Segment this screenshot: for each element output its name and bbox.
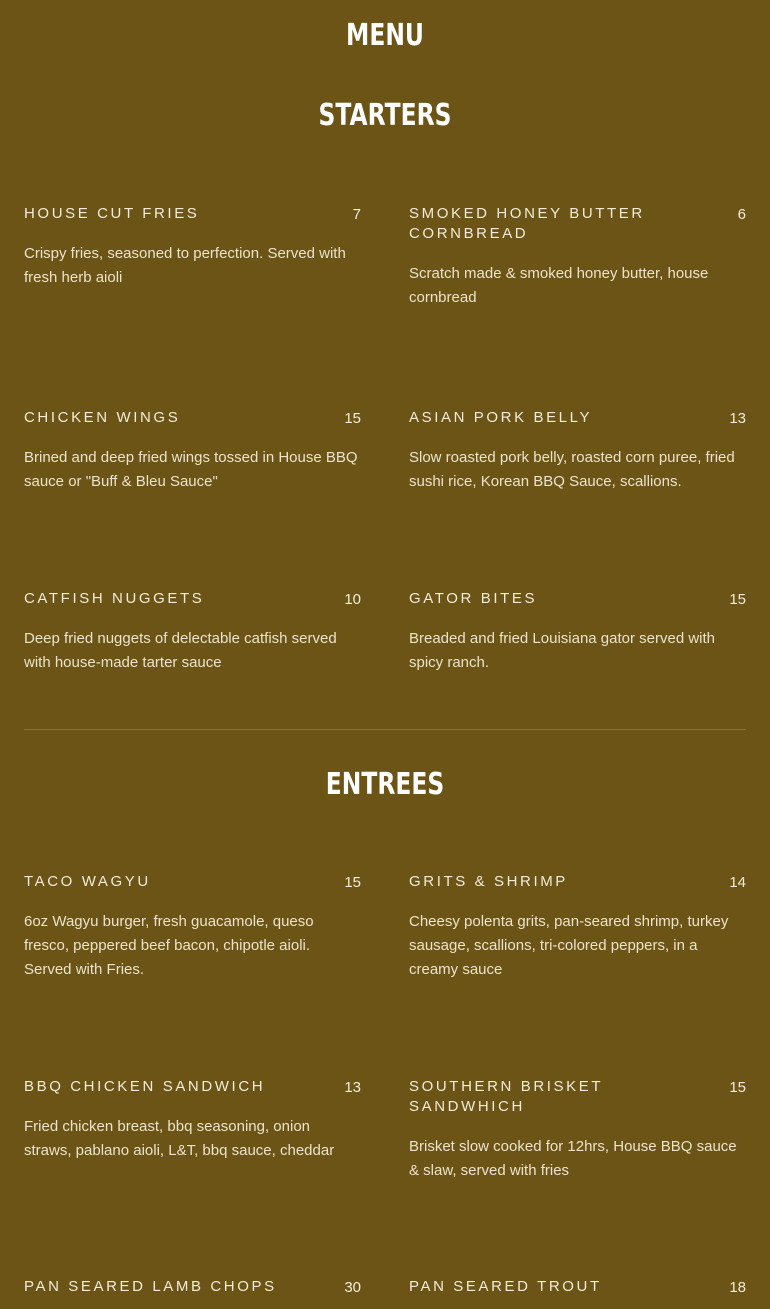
- menu-item: [409, 408, 746, 494]
- item-description: Brisket slow cooked for 12hrs, House BBQ sauce & slaw, served with fries: [409, 1138, 737, 1179]
- menu-item: [409, 204, 746, 310]
- item-name: ASIAN PORK BELLY: [409, 409, 593, 426]
- item-description: Deep fried nuggets of delectable catfish served with house-made tarter sauce: [24, 630, 337, 671]
- item-price: 30: [344, 1279, 361, 1296]
- menu-item: [24, 408, 361, 494]
- menu-item: [24, 1077, 361, 1163]
- item-name: CATFISH NUGGETS: [24, 590, 205, 607]
- item-name: HOUSE CUT FRIES: [24, 205, 200, 222]
- item-description: Breaded and fried Louisiana gator served with spicy ranch.: [409, 630, 716, 671]
- item-name: TACO WAGYU: [24, 873, 151, 890]
- item-name: PAN SEARED LAMB CHOPS: [24, 1278, 277, 1295]
- item-price: 7: [352, 206, 361, 223]
- item-name: CHICKEN WINGS: [24, 409, 181, 426]
- item-name: SMOKED HONEY BUTTER CORNBREAD: [409, 205, 645, 242]
- section-title-starters: STARTERS: [318, 98, 452, 133]
- item-price: 15: [344, 410, 361, 427]
- menu-item: [409, 1277, 746, 1309]
- item-name: BBQ CHICKEN SANDWICH: [24, 1078, 266, 1095]
- page-title: MENU: [346, 18, 424, 53]
- menu-item: [24, 872, 361, 982]
- item-price: 13: [729, 410, 746, 427]
- item-name: SOUTHERN BRISKET SANDWHICH: [409, 1078, 603, 1115]
- menu-item: [409, 1077, 746, 1183]
- item-description: Cheesy polenta grits, pan-seared shrimp, turkey sausage, scallions, tri-colored peppers, in a creamy sauce: [409, 913, 729, 978]
- item-name: GATOR BITES: [409, 590, 538, 607]
- item-price: 13: [344, 1079, 361, 1096]
- item-price: 18: [729, 1279, 746, 1296]
- item-price: 6: [737, 206, 746, 223]
- item-description: 6oz Wagyu burger, fresh guacamole, queso fresco, peppered beef bacon, chipotle aioli. Served with Fries.: [24, 913, 314, 978]
- item-price: 15: [344, 874, 361, 891]
- item-name: GRITS & SHRIMP: [409, 873, 568, 890]
- menu-item: [409, 589, 746, 675]
- item-price: 15: [729, 591, 746, 608]
- item-description: Slow roasted pork belly, roasted corn puree, fried sushi rice, Korean BBQ Sauce, scallions.: [409, 449, 735, 490]
- item-price: 15: [729, 1079, 746, 1096]
- section-divider: [24, 729, 746, 730]
- menu-item: [24, 1277, 361, 1309]
- item-description: Fried chicken breast, bbq seasoning, onion straws, pablano aioli, L&T, bbq sauce, cheddar: [24, 1118, 335, 1159]
- item-name: PAN SEARED TROUT: [409, 1278, 602, 1295]
- item-price: 10: [344, 591, 361, 608]
- menu-item: [24, 589, 361, 675]
- menu-item: [24, 204, 361, 290]
- item-description: Brined and deep fried wings tossed in House BBQ sauce or "Buff & Bleu Sauce": [24, 449, 358, 490]
- menu-item: [409, 872, 746, 982]
- item-description: Scratch made & smoked honey butter, house cornbread: [409, 265, 709, 306]
- item-price: 14: [729, 874, 746, 891]
- section-title-entrees: ENTREES: [325, 767, 445, 802]
- item-description: Crispy fries, seasoned to perfection. Served with fresh herb aioli: [24, 245, 346, 286]
